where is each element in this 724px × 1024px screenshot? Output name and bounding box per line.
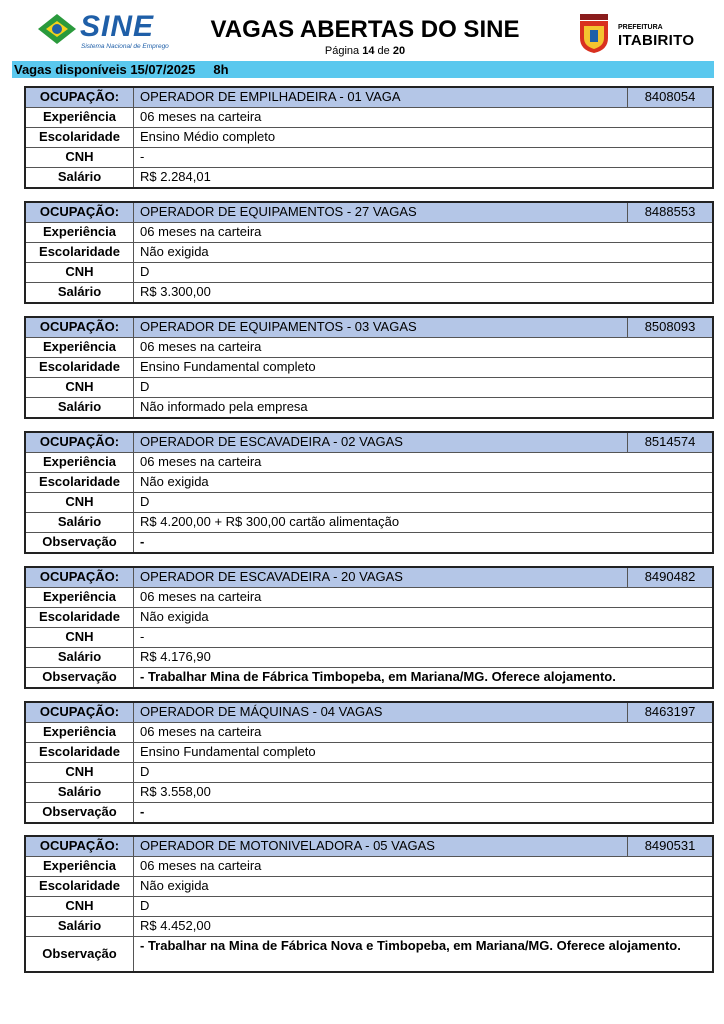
ocupacao-label: OCUPAÇÃO: bbox=[26, 88, 134, 107]
experiencia-value: 06 meses na carteira bbox=[140, 724, 262, 739]
observacao-row bbox=[26, 802, 712, 822]
job-header-row bbox=[26, 88, 712, 107]
experiencia-row bbox=[26, 452, 712, 472]
sine-logo bbox=[38, 10, 168, 52]
escolaridade-value: Ensino Fundamental completo bbox=[140, 744, 316, 759]
experiencia-row bbox=[26, 107, 712, 127]
page-total: 20 bbox=[392, 45, 406, 57]
date-label: Vagas disponíveis 15/07/2025 bbox=[14, 62, 196, 77]
salario-value: R$ 3.300,00 bbox=[140, 284, 211, 299]
ocupacao-label: OCUPAÇÃO: bbox=[26, 837, 134, 856]
experiencia-label: Experiência bbox=[26, 723, 134, 742]
escolaridade-label: Escolaridade bbox=[26, 358, 134, 377]
cnh-label: CNH bbox=[26, 493, 134, 512]
escolaridade-value: Não exigida bbox=[140, 609, 209, 624]
cnh-row bbox=[26, 377, 712, 397]
ocupacao-label: OCUPAÇÃO: bbox=[26, 433, 134, 452]
job-header-row bbox=[26, 568, 712, 587]
observacao-label: Observação bbox=[26, 937, 134, 971]
salario-row bbox=[26, 397, 712, 417]
salario-label: Salário bbox=[26, 513, 134, 532]
ocupacao-label: OCUPAÇÃO: bbox=[26, 568, 134, 587]
escolaridade-value: Não exigida bbox=[140, 474, 209, 489]
experiencia-label: Experiência bbox=[26, 453, 134, 472]
salario-label: Salário bbox=[26, 283, 134, 302]
experiencia-value: 06 meses na carteira bbox=[140, 109, 262, 124]
page-number bbox=[180, 45, 550, 57]
salario-label: Salário bbox=[26, 917, 134, 936]
job-card bbox=[24, 431, 714, 554]
salario-row bbox=[26, 282, 712, 302]
experiencia-row bbox=[26, 587, 712, 607]
observacao-label: Observação bbox=[26, 533, 134, 552]
cnh-row bbox=[26, 147, 712, 167]
experiencia-label: Experiência bbox=[26, 108, 134, 127]
cnh-row bbox=[26, 492, 712, 512]
cnh-label: CNH bbox=[26, 763, 134, 782]
escolaridade-label: Escolaridade bbox=[26, 473, 134, 492]
salario-value: Não informado pela empresa bbox=[140, 399, 308, 414]
escolaridade-label: Escolaridade bbox=[26, 877, 134, 896]
job-code: 8514574 bbox=[627, 433, 712, 452]
salario-row bbox=[26, 512, 712, 532]
escolaridade-row bbox=[26, 472, 712, 492]
escolaridade-label: Escolaridade bbox=[26, 608, 134, 627]
observacao-row bbox=[26, 936, 712, 971]
escolaridade-row bbox=[26, 127, 712, 147]
escolaridade-row bbox=[26, 242, 712, 262]
cnh-value: D bbox=[140, 764, 150, 779]
observacao-value: - bbox=[140, 804, 145, 819]
experiencia-label: Experiência bbox=[26, 588, 134, 607]
job-card bbox=[24, 316, 714, 419]
salario-value: R$ 4.200,00 + R$ 300,00 cartão alimentação bbox=[140, 514, 400, 529]
salario-value: R$ 2.284,01 bbox=[140, 169, 211, 184]
salario-row bbox=[26, 647, 712, 667]
experiencia-row bbox=[26, 337, 712, 357]
job-header-row bbox=[26, 433, 712, 452]
escolaridade-label: Escolaridade bbox=[26, 743, 134, 762]
ocupacao-value: OPERADOR DE EMPILHADEIRA - 01 VAGA bbox=[140, 89, 401, 104]
cnh-label: CNH bbox=[26, 148, 134, 167]
job-card bbox=[24, 201, 714, 304]
job-card bbox=[24, 701, 714, 824]
escolaridade-value: Não exigida bbox=[140, 244, 209, 259]
experiencia-value: 06 meses na carteira bbox=[140, 858, 262, 873]
escolaridade-label: Escolaridade bbox=[26, 243, 134, 262]
ocupacao-label: OCUPAÇÃO: bbox=[26, 703, 134, 722]
salario-label: Salário bbox=[26, 168, 134, 187]
ocupacao-value: OPERADOR DE EQUIPAMENTOS - 03 VAGAS bbox=[140, 319, 417, 334]
escolaridade-row bbox=[26, 357, 712, 377]
cnh-row bbox=[26, 762, 712, 782]
cnh-value: D bbox=[140, 898, 150, 913]
salario-row bbox=[26, 916, 712, 936]
cnh-row bbox=[26, 896, 712, 916]
ocupacao-value: OPERADOR DE MÁQUINAS - 04 VAGAS bbox=[140, 704, 383, 719]
observacao-label: Observação bbox=[26, 668, 134, 687]
page-current: 14 bbox=[362, 45, 375, 57]
cnh-label: CNH bbox=[26, 628, 134, 647]
experiencia-value: 06 meses na carteira bbox=[140, 589, 262, 604]
experiencia-row bbox=[26, 722, 712, 742]
cnh-label: CNH bbox=[26, 378, 134, 397]
experiencia-label: Experiência bbox=[26, 223, 134, 242]
escolaridade-row bbox=[26, 607, 712, 627]
escolaridade-label: Escolaridade bbox=[26, 128, 134, 147]
ocupacao-value: OPERADOR DE MOTONIVELADORA - 05 VAGAS bbox=[140, 838, 435, 853]
escolaridade-value: Ensino Médio completo bbox=[140, 129, 276, 144]
salario-row bbox=[26, 167, 712, 187]
brazil-flag-icon bbox=[38, 12, 76, 46]
salario-row bbox=[26, 782, 712, 802]
salario-value: R$ 4.452,00 bbox=[140, 918, 211, 933]
date-bar bbox=[12, 61, 714, 78]
observacao-label: Observação bbox=[26, 803, 134, 822]
cnh-value: - bbox=[140, 629, 145, 644]
experiencia-value: 06 meses na carteira bbox=[140, 339, 262, 354]
observacao-value: - Trabalhar Mina de Fábrica Timbopeba, em Mariana/MG. Oferece alojamento. bbox=[140, 669, 616, 684]
job-header-row bbox=[26, 837, 712, 856]
sine-logo-text: SINE bbox=[80, 10, 155, 43]
prefeitura-label: PREFEITURA bbox=[618, 24, 663, 31]
salario-label: Salário bbox=[26, 783, 134, 802]
cnh-value: D bbox=[140, 264, 150, 279]
job-card bbox=[24, 835, 714, 973]
observacao-row bbox=[26, 532, 712, 552]
date-hour: 8h bbox=[213, 62, 229, 77]
cnh-value: D bbox=[140, 494, 150, 509]
job-header-row bbox=[26, 318, 712, 337]
cnh-label: CNH bbox=[26, 897, 134, 916]
salario-value: R$ 3.558,00 bbox=[140, 784, 211, 799]
experiencia-label: Experiência bbox=[26, 338, 134, 357]
ocupacao-value: OPERADOR DE ESCAVADEIRA - 20 VAGAS bbox=[140, 569, 403, 584]
sine-logo-subtitle: Sistema Nacional de Emprego bbox=[81, 43, 169, 50]
escolaridade-value: Ensino Fundamental completo bbox=[140, 359, 316, 374]
ocupacao-label: OCUPAÇÃO: bbox=[26, 203, 134, 222]
city-crest-icon bbox=[576, 12, 612, 54]
page-title: VAGAS ABERTAS DO SINE bbox=[210, 16, 520, 43]
ocupacao-value: OPERADOR DE EQUIPAMENTOS - 27 VAGAS bbox=[140, 204, 417, 219]
job-header-row bbox=[26, 203, 712, 222]
escolaridade-row bbox=[26, 742, 712, 762]
cnh-value: D bbox=[140, 379, 150, 394]
salario-label: Salário bbox=[26, 398, 134, 417]
page-prefix: Página bbox=[324, 45, 360, 57]
escolaridade-row bbox=[26, 876, 712, 896]
job-code: 8488553 bbox=[627, 203, 712, 222]
salario-label: Salário bbox=[26, 648, 134, 667]
experiencia-value: 06 meses na carteira bbox=[140, 224, 262, 239]
page-of: de bbox=[377, 45, 390, 57]
escolaridade-value: Não exigida bbox=[140, 878, 209, 893]
prefeitura-logo bbox=[576, 12, 696, 56]
ocupacao-label: OCUPAÇÃO: bbox=[26, 318, 134, 337]
job-card bbox=[24, 86, 714, 189]
job-code: 8408054 bbox=[627, 88, 712, 107]
experiencia-value: 06 meses na carteira bbox=[140, 454, 262, 469]
observacao-row bbox=[26, 667, 712, 687]
observacao-value: - Trabalhar na Mina de Fábrica Nova e Timbopeba, em Mariana/MG. Oferece alojamento. bbox=[140, 938, 681, 953]
page-header bbox=[0, 0, 724, 60]
salario-value: R$ 4.176,90 bbox=[140, 649, 211, 664]
cnh-row bbox=[26, 627, 712, 647]
experiencia-row bbox=[26, 856, 712, 876]
job-code: 8508093 bbox=[627, 318, 712, 337]
prefeitura-city: ITABIRITO bbox=[618, 32, 695, 49]
job-code: 8490482 bbox=[627, 568, 712, 587]
cnh-row bbox=[26, 262, 712, 282]
ocupacao-value: OPERADOR DE ESCAVADEIRA - 02 VAGAS bbox=[140, 434, 403, 449]
observacao-value: - bbox=[140, 534, 145, 549]
job-code: 8490531 bbox=[627, 837, 712, 856]
experiencia-row bbox=[26, 222, 712, 242]
job-code: 8463197 bbox=[627, 703, 712, 722]
cnh-label: CNH bbox=[26, 263, 134, 282]
job-card bbox=[24, 566, 714, 689]
cnh-value: - bbox=[140, 149, 145, 164]
job-header-row bbox=[26, 703, 712, 722]
experiencia-label: Experiência bbox=[26, 857, 134, 876]
